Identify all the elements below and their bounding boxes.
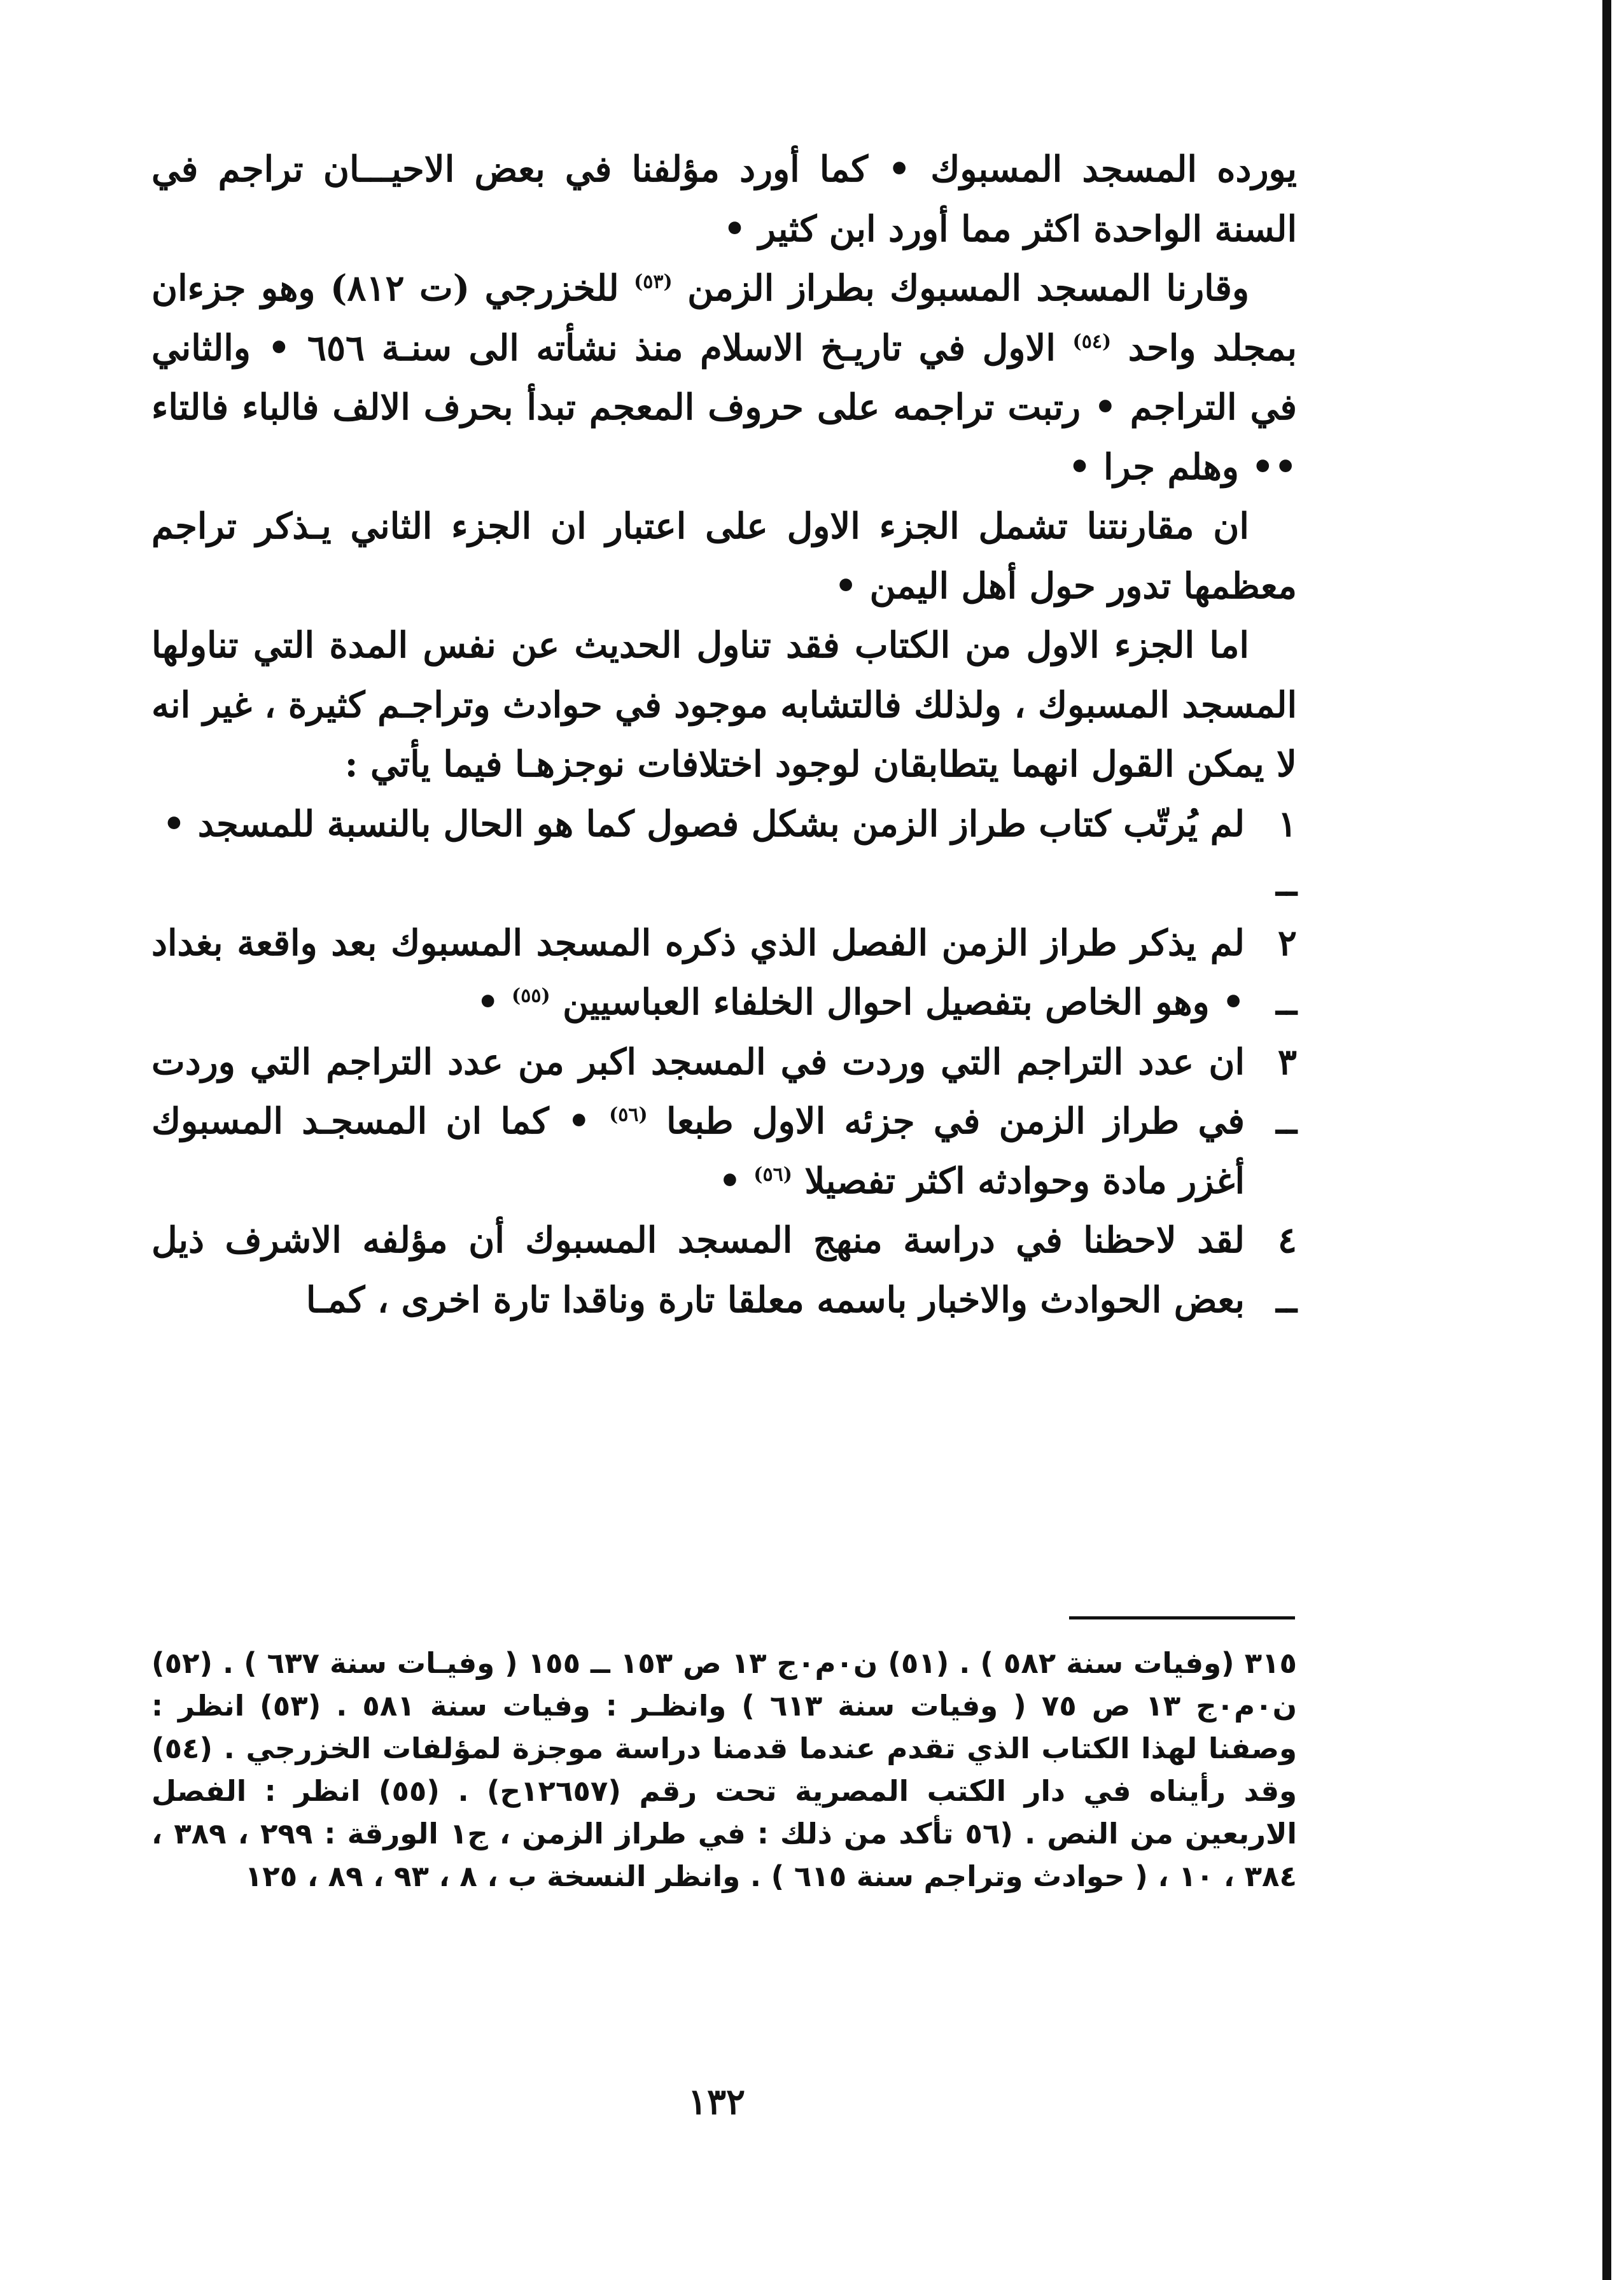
list-item-number: ٤ ــ bbox=[1276, 1219, 1297, 1321]
paragraph-2-text-2: للخزرجي (ت ٨١٢) وهو جزءان بمجلد واحد bbox=[151, 267, 1297, 369]
list-item-number: ١ ــ bbox=[1276, 802, 1297, 904]
list-item-text-2: • bbox=[476, 981, 500, 1023]
list-item-text bbox=[151, 1211, 1245, 1330]
paragraph-2-text-3: الاول في تاريـخ الاسلام منذ نشأته الى سنـة ٦٥٦ • والثاني في التراجم • رتبت تراجمه على حروف المعجم تبدأ بحرف الالف فالباء فالتاء •• وهلم جرا • bbox=[151, 326, 1297, 488]
footnotes: ٣١٥ (وفيات سنة ٥٨٢ ) . (٥١) ن٠م٠ج ١٣ ص ١٥٣ ــ ١٥٥ ( وفيـات سنة ٦٣٧ ) . (٥٢) ن٠م٠ج ١٣ ص ٧٥ ( وفيات سنة ٦١٣ ) وانظـر : وفيات سنة ٥٨١ . (٥٣) انظر : وصفنا لهذا الكتاب الذي تقدم عندما قدمنا دراسة موجزة لمؤلفات الخزرجي . (٥٤) وقد رأيناه في دار الكتب المصرية تحت رقم (١٢٦٥٧ح) . (٥٥) انظر : الفصل الاربعين من النص . (٥٦ تأكد من ذلك : في طراز الزمن ، ج١ الورقة : ٢٩٩ ، ٣٨٩ ، ٣٨٤ ، ١٠ ، ( حوادث وتراجم سنة ٦١٥ ) . وانظر النسخة ب ، ٨ ، ٩٣ ، ٨٩ ، ١٢٥ bbox=[151, 1646, 1298, 1893]
list-item-text-1: لقد لاحظنا في دراسة منهج المسجد المسبوك أن مؤلفه الاشرف ذيل بعض الحوادث والاخبار باسمه معلقا تارة وناقدا تارة اخرى ، كمـا bbox=[151, 1219, 1245, 1321]
list-item-number: ٣ ــ bbox=[1276, 1040, 1297, 1142]
footnote-ref-56: (٥٦) bbox=[609, 1103, 648, 1126]
footnote-divider bbox=[1069, 1616, 1295, 1619]
list-item-text-2: • كما ان المسجـد المسبوك أغزر مادة وحوادثه اكثر تفصيلا bbox=[151, 1100, 1245, 1202]
footnote-ref-53: (٥٣) bbox=[634, 270, 673, 293]
list-item bbox=[151, 1211, 1297, 1330]
list-item-text bbox=[151, 795, 1245, 914]
list-item-text bbox=[151, 914, 1245, 1033]
paragraph-2-text-1: وقارنا المسجد المسبوك بطراز الزمن bbox=[687, 267, 1249, 309]
list-item-text-1: ان عدد التراجم التي وردت في المسجد اكبر من عدد التراجم التي وردت في طراز الزمن في جزئه الاول طبعا bbox=[151, 1040, 1245, 1142]
footnote-ref-54: (٥٤) bbox=[1072, 330, 1112, 353]
list-item-text bbox=[151, 1033, 1245, 1212]
list-item bbox=[151, 1033, 1297, 1212]
page-edge bbox=[1602, 0, 1611, 2280]
paragraph-2 bbox=[151, 259, 1297, 497]
paragraph-4: اما الجزء الاول من الكتاب فقد تناول الحديث عن نفس المدة التي تناولها المسجد المسبوك ، ولذلك فالتشابه موجود في حوادث وتراجـم كثيرة ، غير انه لا يمكن القول انهما يتطابقان لوجود اختلافات نوجزهـا فيما يأتي : bbox=[151, 624, 1297, 785]
list-item-text-3: • bbox=[718, 1159, 741, 1202]
paragraph-3: ان مقارنتنا تشمل الجزء الاول على اعتبار ان الجزء الثاني يـذكر تراجم معظمها تدور حول أهل اليمن • bbox=[151, 505, 1297, 607]
list-item-text-1: لم يذكر طراز الزمن الفصل الذي ذكره المسجد المسبوك بعد واقعة بغداد • وهو الخاص بتفصيل احوال الخلفاء العباسيين bbox=[151, 921, 1245, 1023]
list-item-number: ٢ ــ bbox=[1276, 921, 1297, 1023]
paragraph-1: يورده المسجد المسبوك • كما أورد مؤلفنا في بعض الاحيـــان تراجم في السنة الواحدة اكثر مما أورد ابن كثير • bbox=[151, 148, 1297, 250]
page-number: ١٣٢ bbox=[687, 2081, 746, 2123]
list-item-text-1: لم يُرتّب كتاب طراز الزمن بشكل فصول كما هو الحال بالنسبة للمسجد • bbox=[162, 802, 1245, 845]
footnote-ref-56b: (٥٦) bbox=[753, 1163, 792, 1185]
list-item bbox=[151, 795, 1297, 914]
list-item bbox=[151, 914, 1297, 1033]
footnote-ref-55: (٥٥) bbox=[512, 984, 550, 1007]
main-text bbox=[151, 140, 1297, 1330]
